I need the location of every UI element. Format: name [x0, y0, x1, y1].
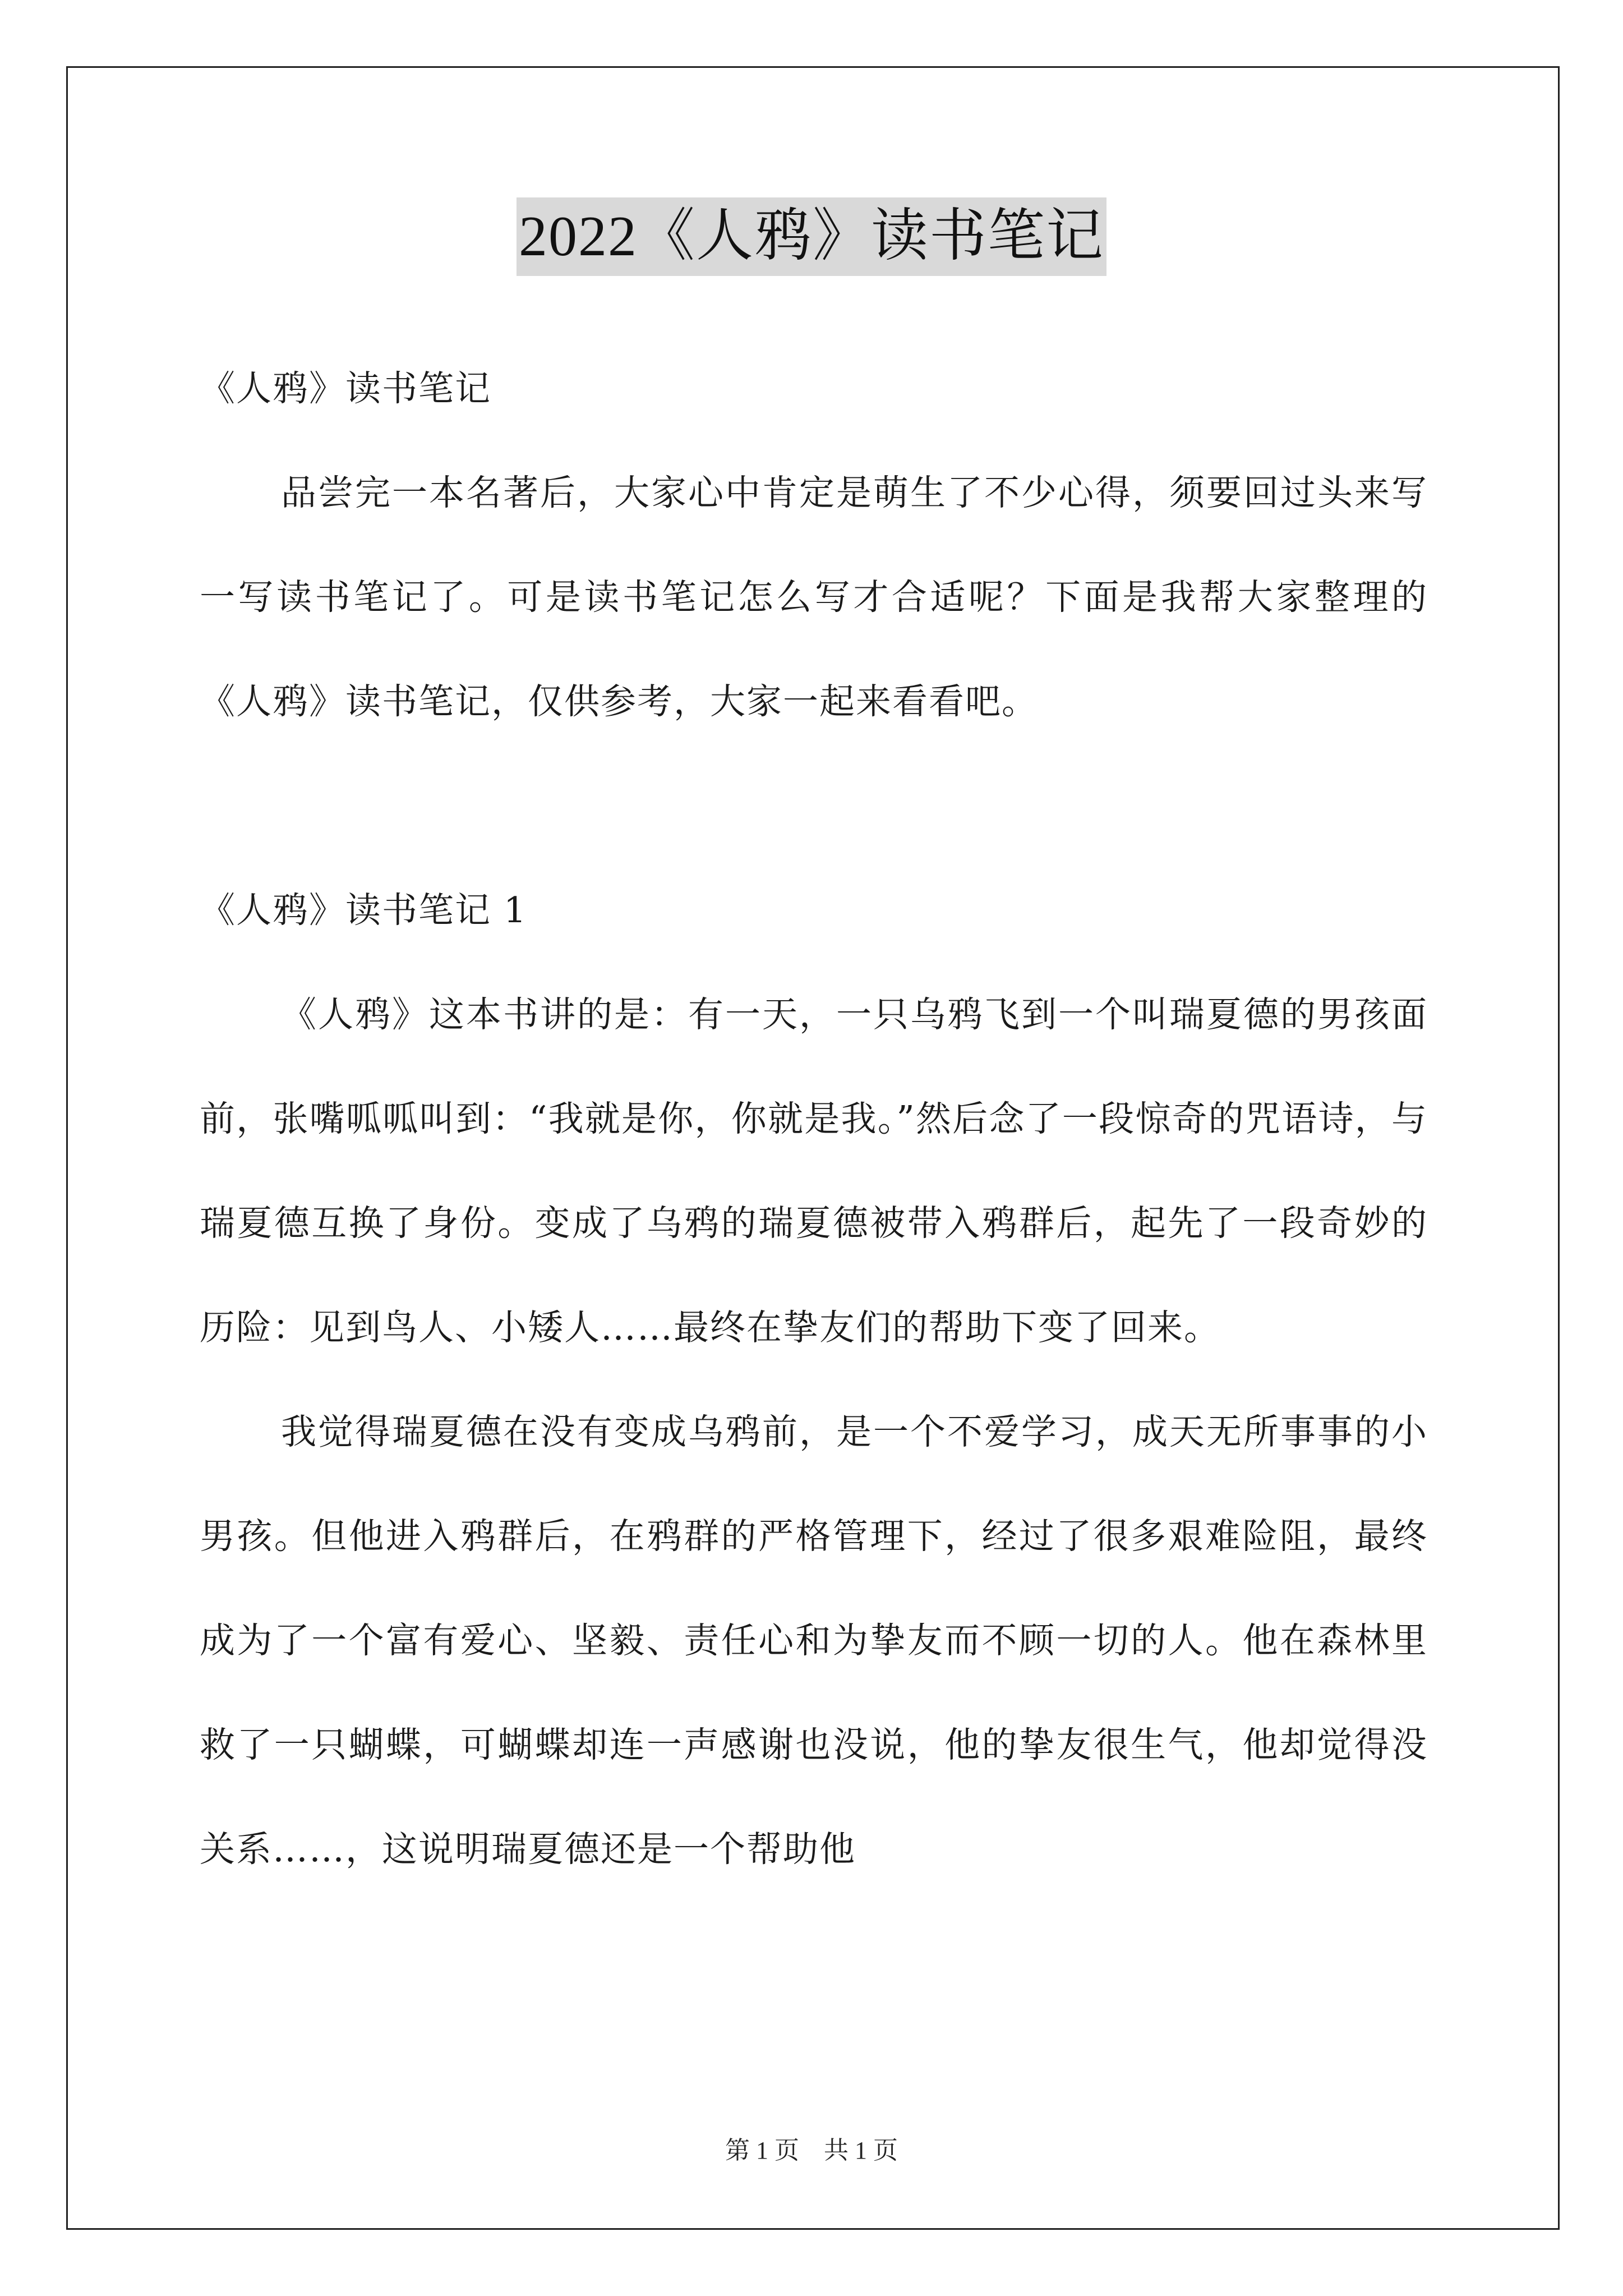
- section-heading: 《人鸦》读书笔记 1: [200, 890, 528, 931]
- body-paragraph: 我觉得瑞夏德在没有变成乌鸦前，是一个不爱学习，成天无所事事的小男孩。但他进入鸦群后，在鸦群的严格管理下，经过了很多艰难险阻，最终成为了一个富有爱心、坚毅、责任心和为挚友而不顾一切的人。他在森林里救了一只蝴蝶，可蝴蝶却连一声感谢也没说，他的挚友很生气，他却觉得没关系……，这说明瑞夏德还是一个帮助他: [200, 1411, 1428, 1870]
- page-footer: 第 1 页 共 1 页: [725, 2137, 898, 2164]
- title-container: [0, 197, 1623, 276]
- document-body: [200, 337, 1428, 1902]
- body-paragraph: 《人鸦》这本书讲的是：有一天，一只乌鸦飞到一个叫瑞夏德的男孩面前，张嘴呱呱叫到：“我就是你，你就是我。”然后念了一段惊奇的咒语诗，与瑞夏德互换了身份。变成了乌鸦的瑞夏德被带入鸦群后，起先了一段奇妙的历险：见到鸟人、小矮人……最终在挚友们的帮助下变了回来。: [200, 994, 1428, 1348]
- blank-line: [200, 754, 1428, 858]
- intro-paragraph: 品尝完一本名著后，大家心中肯定是萌生了不少心得，须要回过头来写一写读书笔记了。可是读书笔记怎么写才合适呢？下面是我帮大家整理的《人鸦》读书笔记，仅供参考，大家一起来看看吧。: [200, 472, 1428, 722]
- subtitle: 《人鸦》读书笔记: [200, 368, 491, 409]
- document-title: 2022《人鸦》读书笔记: [517, 197, 1106, 276]
